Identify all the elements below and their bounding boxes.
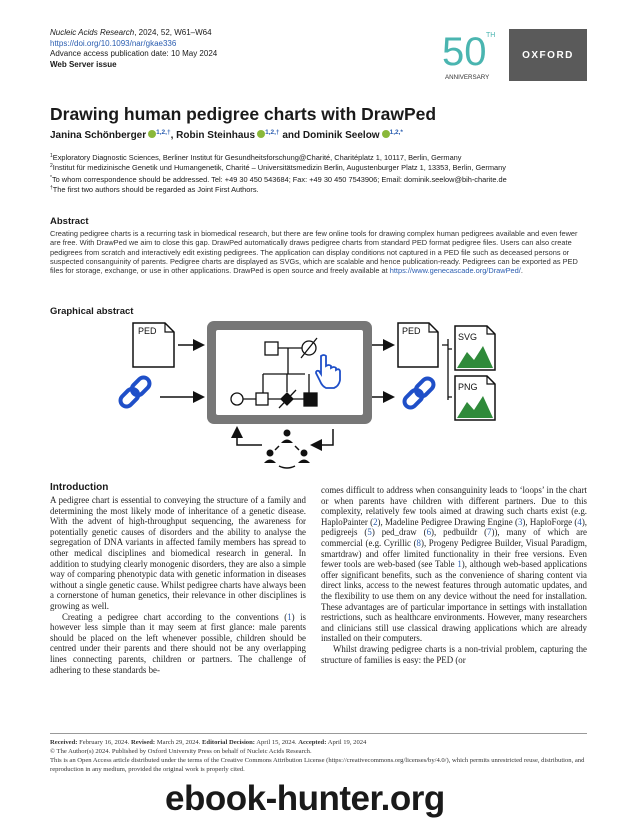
author-sup: 1,2,† — [156, 129, 171, 136]
anniversary-number: 50 — [442, 30, 487, 74]
png-file-icon — [455, 376, 495, 420]
drawped-link[interactable]: https://www.genecascade.org/DrawPed/ — [389, 266, 521, 276]
paragraph: A pedigree chart is essential to conveying the structure of a family and determining the most likely mode of inheritance of a genetic disease. With the advent of high-throughput sequencing, the awareness for potentially genetic causes of disorders and the ability to analyse the segregation of DNA variants in affected family members has spread to other medical disciplines and biomedical research in general. In addition to studying clearly monogenic disorders, they are also a simple way of comparing phenotypic data with genetic information in diseases without a single genetic cause. Whilst pedigree charts have always been a cornerstone of human genetics, their relevance in other disciplines is growing as well. — [50, 495, 306, 611]
citation-ref[interactable]: 3 — [517, 516, 523, 527]
affiliation: $^1$Exploratory Diagnostic Sciences, Berliner Institut für Gesundheitsforschung@Charité, Charitéplatz 1, 10117, Berlin, Germany — [50, 153, 462, 162]
intro-heading: Introduction — [50, 482, 109, 493]
input-file-label: PED — [138, 326, 157, 336]
author-sup: 1,2,* — [389, 129, 403, 136]
affiliation: $^2$Institut für medizinische Genetik und Humangenetik, Charité – Universitätsmedizin Berlin, Augustenburger Platz 1, 13353, Berlin, Germany — [50, 162, 506, 172]
paragraph: Whilst drawing pedigree charts is a non-trivial problem, capturing the structure of families is easy: the PED (or — [321, 643, 587, 665]
pub-date: Advance access publication date: 10 May 2024 — [50, 49, 218, 58]
citation-ref[interactable]: 1 — [287, 611, 292, 622]
link-chain-icon — [402, 376, 436, 410]
paragraph: comes difficult to address when consanguinity leads to ‘loops’ in the chart or when parents have children with different partners. Due to this complexity, relatively few tools aimed at drawing such charts exist (e.g. HaploPainter (2), Madeline Pedigree Drawing Engine (3), HaploForge (4), pedigreejs (5) ped_draw (6), pedbuildr (7)), many of which are commercial (e.g. Cyrillic (8), Progeny Pedigree Builder, Visual Paradigm, smartdraw) and offer limited functionality in their free versions. Even fewer tools are web-based (see Table 1), although web-based applications offer significant benefits, such as the convenience of sharing content via direct links, access to the newest features through automatic updates, and the flexibility to use them on any device without the need for installation. These advantages are of particular importance in settings with installation restrictions, such as healthcare environments. However, many researchers and clinicians still use classical drawing applications which are already installed on their computers. — [321, 485, 587, 644]
citation-ref[interactable]: 5 — [367, 527, 372, 538]
abstract-text: Creating pedigree charts is a recurring task in biomedical research, but there are few online tools for drawing complex human pedigrees available and even fewer are free. With DrawPed we aim to close this gap. DrawPed automatically draws pedigree charts from standard PED format pedigree files. Users can also create pedigrees from scratch and interactively edit existing pedigrees. The application can display conditions not captured in a PED file such as deceased persons or suspected consanguinity of parents. Pedigree charts are displayed as SVGs, which are scalable and hence publication-ready. Pedigrees can be exported as PED files for storage, exchange, or use in other applications. DrawPed is open source and freely available at https://www.genecascade.org/DrawPed/. — [50, 229, 578, 276]
issue-label: Web Server issue — [50, 59, 117, 69]
paragraph: Creating a pedigree chart according to the conventions (1) is however less simple than it may seem at first glance: male parents should be placed on the left whenever possible, children should be centred under their parents and there should not be any overlapping lines connecting parents, children or partners. The challenge of adhering to these standards be- — [50, 611, 306, 675]
intro-column-right — [321, 485, 587, 665]
output-file-label: PED — [402, 326, 421, 336]
author-name: Robin Steinhaus — [176, 130, 256, 141]
author-list: Janina Schönberger $^{1,2,\dagger}$, Robin Steinhaus $^{1,2,\dagger}$ and Dominik Seelow $^{1,2,*}$ — [50, 129, 403, 141]
monitor-icon — [207, 321, 372, 424]
png-format-label: PNG — [458, 382, 478, 392]
watermark: ebook-hunter.org — [165, 779, 445, 818]
joint-author-note: †The first two authors should be regarded as Joint First Authors. — [50, 184, 259, 194]
ped-output-icon — [398, 323, 438, 367]
svg-file-icon — [455, 326, 495, 370]
graphical-abstract-heading: Graphical abstract — [50, 306, 134, 317]
citation-ref[interactable]: 2 — [373, 516, 378, 527]
doi-link[interactable]: https://doi.org/10.1093/nar/gkae336 — [50, 38, 177, 48]
journal-name: Nucleic Acids Research — [50, 28, 135, 37]
oxford-logo: OXFORD — [509, 29, 587, 81]
citation-ref[interactable]: 4 — [577, 516, 582, 527]
license: This is an Open Access article distributed under the terms of the Creative Commons Attribution License (https://creativecommons.org/licenses/by/4.0/), which permits unrestricted reuse, distribution, and reproduction in any medium, provided the original work is properly cited. — [50, 757, 585, 773]
users-group-icon — [264, 430, 310, 469]
article-footer: Received: February 16, 2024. Revised: March 29, 2024. Editorial Decision: April 15, 2024. Accepted: April 19, 2024 © The Author(s) 2024. Published by Oxford University Press on behalf of Nucleic Acids Research. This is an Open Access article distributed under the terms of the Creative Commons Attribution License (https://creativecommons.org/licenses/by/4.0/), which permits unrestricted reuse, distribution, and reproduction in any medium, provided the original work is properly cited. — [50, 738, 587, 774]
citation-ref[interactable]: 6 — [426, 527, 432, 538]
author-sup: 1,2,† — [265, 129, 280, 136]
link-chain-icon — [118, 375, 152, 409]
svg-format-label: SVG — [458, 332, 478, 342]
correspondence-note: *To whom correspondence should be addressed. Tel: +49 30 450 543684; Fax: +49 30 450 7543906; Email: dominik.seelow@bih-charite.de — [50, 175, 507, 184]
paper-title: Drawing human pedigree charts with DrawPed — [50, 104, 437, 124]
intro-column-left — [50, 495, 306, 675]
anniversary-sup: TH — [486, 32, 496, 39]
table-ref[interactable]: 1 — [457, 559, 462, 570]
abstract-heading: Abstract — [50, 216, 89, 227]
citation-ref[interactable]: 7 — [487, 527, 492, 538]
anniversary-text: ANNIVERSARY — [445, 74, 490, 81]
citation-ref[interactable]: 8 — [416, 537, 421, 548]
author-name: Dominik Seelow — [302, 130, 380, 141]
author-name: Janina Schönberger — [50, 130, 147, 141]
ped-file-icon — [133, 323, 174, 367]
footer-divider — [50, 733, 587, 734]
citation: , 2024, 52, W61–W64 — [134, 28, 212, 37]
copyright: © The Author(s) 2024. Published by Oxford University Press on behalf of Nucleic Acids Research. — [50, 748, 312, 755]
